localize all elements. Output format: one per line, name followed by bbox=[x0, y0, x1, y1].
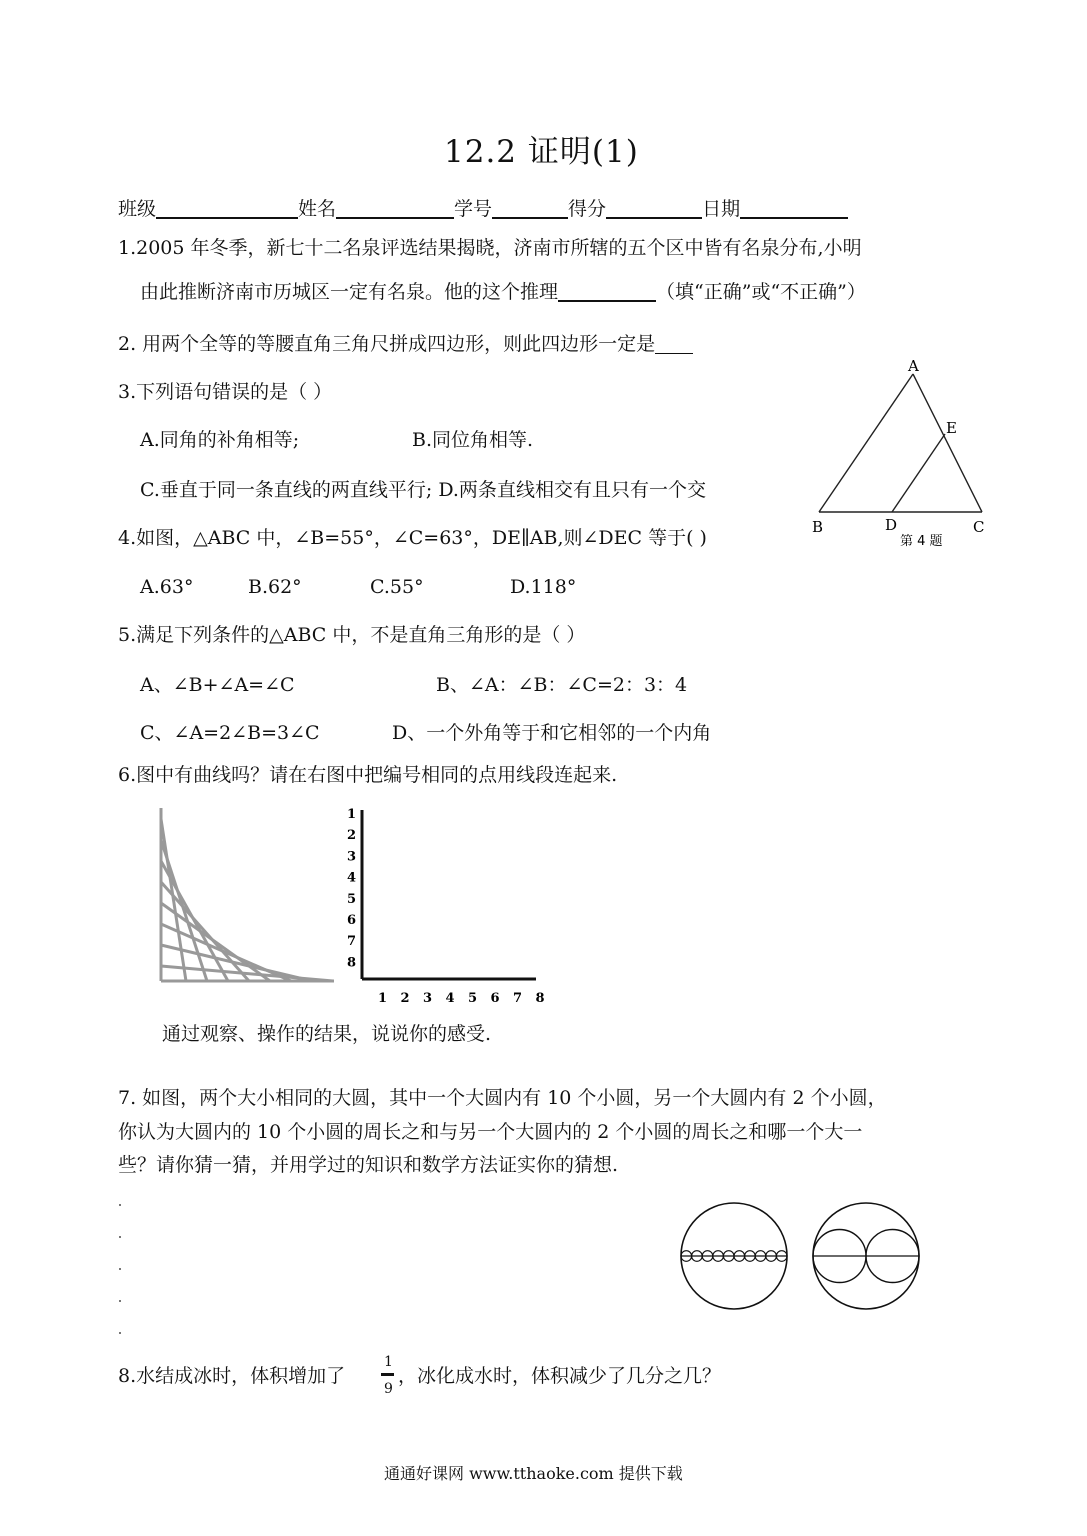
q4-option-d: D.118° bbox=[510, 576, 577, 598]
segment-de bbox=[892, 434, 945, 512]
y-tick-label: 7 bbox=[347, 934, 357, 950]
name-label: 姓名 bbox=[298, 198, 337, 220]
q3-option-cd bbox=[140, 478, 782, 502]
margin-dot bbox=[119, 1204, 121, 1206]
margin-dot bbox=[119, 1268, 121, 1270]
date-label: 日期 bbox=[702, 198, 741, 220]
figure-caption: 第 4 题 bbox=[900, 534, 943, 549]
q8-text-b: ，冰化成水时，体积减少了几分之几？ bbox=[398, 1365, 722, 1387]
x-tick-label: 7 bbox=[513, 991, 523, 1006]
footer-credit: 通通好课网 www.tthaoke.com 提供下载 bbox=[384, 1464, 683, 1483]
x-tick-label: 2 bbox=[400, 991, 410, 1006]
q6-note: 通过观察、操作的结果，说说你的感受. bbox=[162, 1023, 492, 1045]
q7-line1: 7. 如图，两个大小相同的大圆，其中一个大圆内有 10 个小圆，另一个大圆内有 2 个小圆， bbox=[118, 1087, 887, 1109]
margin-dot bbox=[119, 1332, 121, 1334]
x-tick-label: 6 bbox=[490, 991, 500, 1006]
x-tick-label: 4 bbox=[445, 991, 455, 1006]
q1-line2 bbox=[140, 280, 866, 304]
q2-answer-blank[interactable] bbox=[655, 333, 693, 354]
q5-option-d: D、一个外角等于和它相邻的一个内角 bbox=[392, 722, 712, 744]
y-tick-label: 3 bbox=[347, 849, 357, 865]
student-number-blank[interactable] bbox=[492, 197, 568, 219]
label-c: C bbox=[973, 518, 985, 536]
x-tick-label: 3 bbox=[423, 991, 433, 1006]
q2-line bbox=[118, 332, 693, 356]
page-title: 12.2 证明(1) bbox=[444, 134, 639, 170]
q5-option-b: B、∠A：∠B：∠C=2：3：4 bbox=[436, 674, 688, 696]
label-d: D bbox=[885, 516, 898, 534]
q8-text-a: 8.水结成冰时，体积增加了 bbox=[118, 1365, 346, 1387]
q7-line3: 些？请你猜一猜，并用学过的知识和数学方法证实你的猜想. bbox=[118, 1154, 619, 1176]
y-tick-label: 6 bbox=[347, 913, 357, 928]
q4-option-c: C.55° bbox=[370, 576, 424, 598]
q3-option-b: B.同位角相等. bbox=[412, 429, 534, 451]
date-blank[interactable] bbox=[740, 197, 848, 219]
label-b: B bbox=[812, 518, 824, 536]
label-e: E bbox=[946, 419, 957, 437]
y-tick-label: 4 bbox=[347, 870, 357, 886]
q5-option-c: C、∠A=2∠B=3∠C bbox=[140, 722, 320, 744]
class-blank[interactable] bbox=[156, 197, 298, 219]
q8-fraction-bar bbox=[381, 1373, 394, 1376]
y-tick-label: 2 bbox=[347, 828, 357, 844]
margin-dot bbox=[119, 1300, 121, 1302]
score-label: 得分 bbox=[568, 198, 607, 220]
side-ac bbox=[913, 374, 982, 512]
q1-line1: 1.2005 年冬季，新七十二名泉评选结果揭晓，济南市所辖的五个区中皆有名泉分布,小明 bbox=[118, 237, 862, 259]
q4-option-a: A.63° bbox=[140, 576, 194, 598]
numbered-axes-figure bbox=[336, 800, 548, 1006]
x-tick-label: 5 bbox=[468, 991, 478, 1006]
q1-answer-blank[interactable] bbox=[558, 280, 656, 302]
y-tick-label: 5 bbox=[347, 891, 357, 907]
q7-line2: 你认为大圆内的 10 个小圆的周长之和与另一个大圆内的 2 个小圆的周长之和哪一个大一 bbox=[118, 1121, 863, 1143]
q4-option-b: B.62° bbox=[248, 576, 302, 598]
q1-text-a: 由此推断济南市历城区一定有名泉。他的这个推理 bbox=[140, 281, 559, 303]
q5-option-a: A、∠B+∠A=∠C bbox=[140, 674, 295, 696]
q2-text: 2. 用两个全等的等腰直角三角尺拼成四边形，则此四边形一定是 bbox=[118, 333, 656, 355]
side-ab bbox=[819, 374, 913, 512]
label-a: A bbox=[908, 357, 919, 375]
q6-stem: 6.图中有曲线吗？请在右图中把编号相同的点用线段连起来. bbox=[118, 764, 618, 786]
q1-text-b: （填“正确”或“不正确”） bbox=[656, 281, 866, 303]
q8-fraction-denominator: 9 bbox=[384, 1381, 393, 1397]
x-tick-label: 1 bbox=[378, 991, 388, 1006]
q3-stem: 3.下列语句错误的是（ ） bbox=[118, 381, 333, 403]
class-label: 班级 bbox=[118, 198, 157, 220]
student-number-label: 学号 bbox=[454, 198, 493, 220]
triangle-figure bbox=[806, 356, 992, 552]
q3-option-a: A.同角的补角相等; bbox=[140, 429, 300, 451]
q5-stem: 5.满足下列条件的△ABC 中，不是直角三角形的是（ ） bbox=[118, 624, 586, 646]
y-tick-label: 8 bbox=[347, 955, 357, 971]
q8-fraction-numerator: 1 bbox=[384, 1354, 393, 1370]
score-blank[interactable] bbox=[606, 197, 702, 219]
circles-figure bbox=[676, 1198, 928, 1316]
q4-stem: 4.如图，△ABC 中，∠B=55°，∠C=63°，DE∥AB,则∠DEC 等于( ) bbox=[118, 527, 707, 549]
margin-dot bbox=[119, 1236, 121, 1238]
name-blank[interactable] bbox=[336, 197, 454, 219]
y-tick-label: 1 bbox=[347, 807, 357, 822]
q3-option-cd-text: C.垂直于同一条直线的两直线平行; D.两条直线相交有且只有一个交 bbox=[140, 479, 706, 501]
line-envelope-figure bbox=[150, 800, 340, 990]
x-tick-label: 8 bbox=[535, 991, 545, 1006]
student-info-row bbox=[118, 197, 848, 221]
